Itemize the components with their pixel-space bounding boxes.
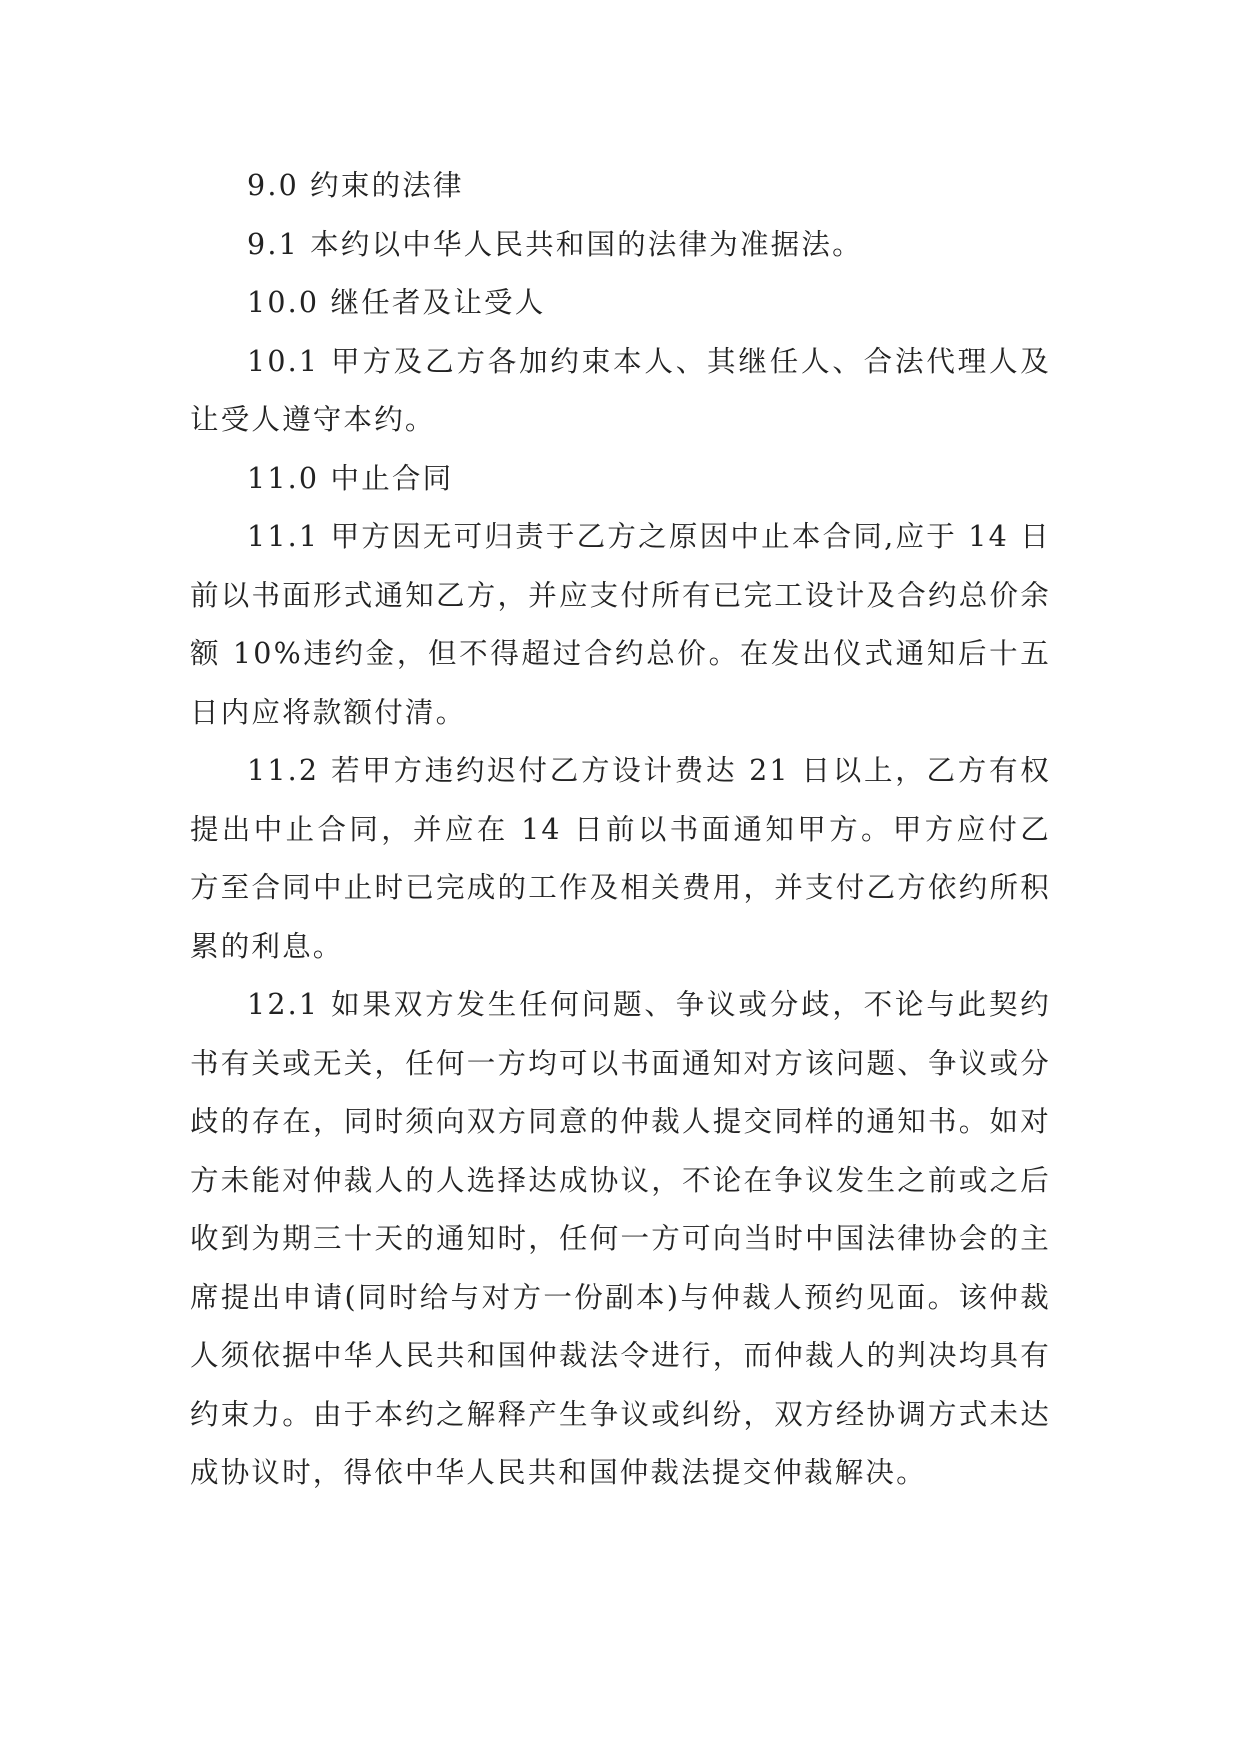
heading-11-0: 11.0 中止合同 [247,461,454,495]
document-body [190,157,1051,1503]
heading-10-0: 10.0 继任者及让受人 [247,286,546,319]
clause-11-1: 11.1 甲方因无可归责于乙方之原因中止本合同,应于 14 日前以书面形式通知乙方，并应支付所有已完工设计及合约总价余额 10%违约金，但不得超过合约总价。在发出仪式通知后十五日内应将款额付清。 [190,520,1051,729]
clause-11-2: 11.2 若甲方违约迟付乙方设计费达 21 日以上，乙方有权提出中止合同，并应在 14 日前以书面通知甲方。甲方应付乙方至合同中止时已完成的工作及相关费用，并支付乙方依约所积累的利息。 [190,754,1051,963]
clause-12-1: 12.1 如果双方发生任何问题、争议或分歧，不论与此契约书有关或无关，任何一方均可以书面通知对方该问题、争议或分歧的存在，同时须向双方同意的仲裁人提交同样的通知书。如对方未能对仲裁人的人选择达成协议，不论在争议发生之前或之后收到为期三十天的通知时，任何一方可向当时中国法律协会的主席提出申请(同时给与对方一份副本)与仲裁人预约见面。该仲裁人须依据中华人民共和国仲裁法令进行，而仲裁人的判决均具有约束力。由于本约之解释产生争议或纠纷，双方经协调方式未达成协议时，得依中华人民共和国仲裁法提交仲裁解决。 [190,988,1051,1489]
heading-9-0: 9.0 约束的法律 [247,169,464,202]
clause-9-1: 9.1 本约以中华人民共和国的法律为准据法。 [247,227,863,261]
clause-10-1: 10.1 甲方及乙方各加约束本人、其继任人、合法代理人及让受人遵守本约。 [190,344,1051,436]
